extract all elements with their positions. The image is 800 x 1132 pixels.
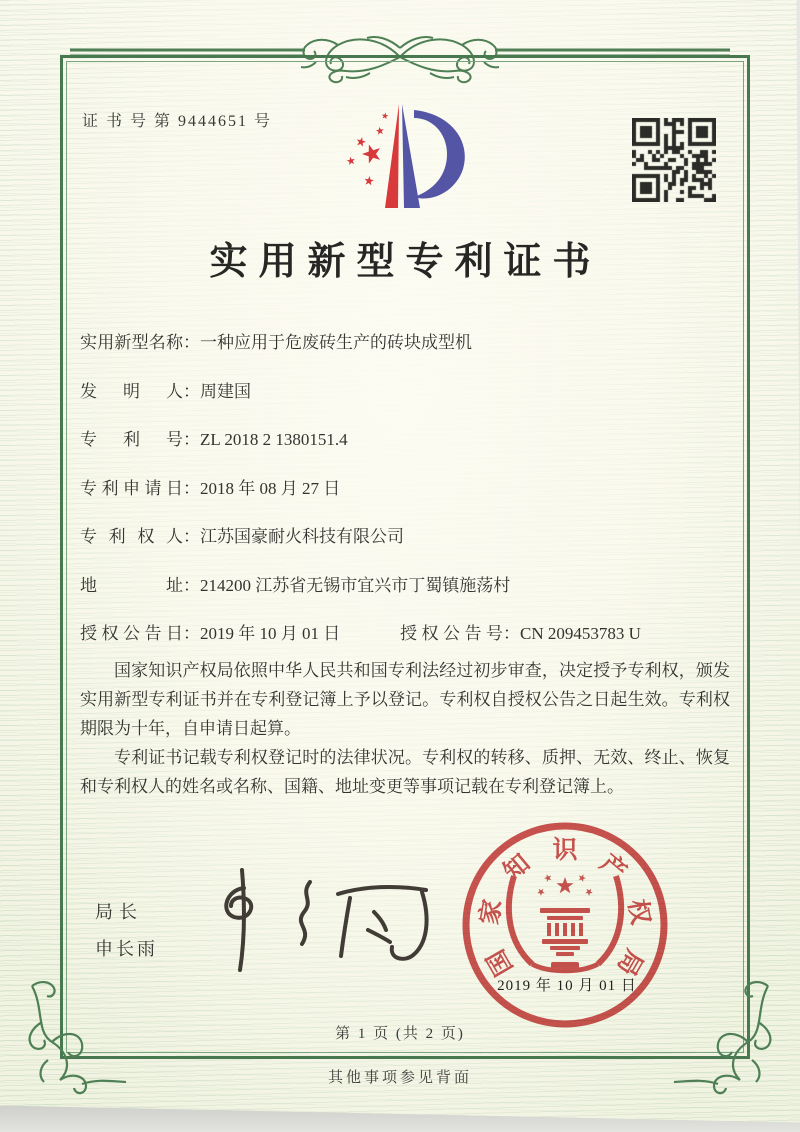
seal-char: 局 [611, 944, 648, 980]
field-inventor [80, 377, 732, 426]
page-number: 第 1 页 (共 2 页) [335, 1026, 465, 1042]
field-patentee [80, 522, 732, 571]
field-colon: ： [503, 624, 520, 643]
seal-date: 2019 年 10 月 01 日 [497, 978, 637, 994]
legal-text [80, 656, 730, 801]
field-label: 专利申请日 [80, 478, 183, 498]
cnipa-patent-logo-icon [328, 90, 478, 225]
legal-paragraph-1: 国家知识产权局依照中华人民共和国专利法经过初步审查，决定授予专利权，颁发实用新型专利证书并在专利登记簿上予以登记。专利权自授权公告之日起生效。专利权期限为十年，自申请日起算。 [80, 661, 730, 738]
field-colon: ： [183, 381, 200, 401]
field-label: 授权公告日 [80, 624, 183, 643]
seal-char: 权 [622, 897, 654, 927]
certificate-title: 实用新型专利证书 [209, 241, 602, 283]
field-label: 授权公告号 [400, 624, 503, 643]
national-emblem-icon [509, 873, 621, 971]
field-colon: ： [183, 430, 200, 449]
field-value: CN 209453783 U [520, 624, 641, 643]
field-colon: ： [183, 575, 200, 595]
field-label: 专利号 [80, 430, 183, 449]
field-colon: ： [183, 527, 200, 546]
field-address [80, 571, 732, 620]
field-value: 214200 江苏省无锡市宜兴市丁蜀镇施荡村 [200, 575, 511, 595]
field-patent-number [80, 425, 732, 474]
field-label: 实用新型名称 [80, 333, 183, 352]
field-label: 发明人 [80, 381, 183, 401]
seal-char: 知 [498, 849, 536, 887]
field-value: 周建国 [200, 381, 251, 401]
signer-name: 申长雨 [95, 939, 158, 959]
photo-background-edge-bottom [0, 1098, 800, 1132]
seal-char: 识 [552, 837, 578, 864]
signer-title: 局长 [95, 902, 143, 922]
certificate-number: 证 书 号 第 9444651 号 [82, 113, 273, 130]
qr-code [632, 118, 716, 202]
seal-char: 产 [594, 849, 632, 887]
field-colon: ： [183, 624, 200, 643]
field-value: 2018 年 08 月 27 日 [200, 478, 341, 498]
signature-script-icon [192, 860, 432, 975]
field-value: ZL 2018 2 1380151.4 [200, 430, 348, 449]
field-application-date [80, 474, 732, 523]
legal-paragraph-2: 专利证书记载专利权登记时的法律状况。专利权的转移、质押、无效、终止、恢复和专利权人的姓名或名称、国籍、地址变更等事项记载在专利登记簿上。 [80, 748, 730, 796]
field-label: 专利权人 [80, 527, 183, 546]
field-utility-model-name [80, 328, 732, 377]
field-value: 一种应用于危废砖生产的砖块成型机 [200, 333, 472, 352]
field-value: 江苏国豪耐火科技有限公司 [200, 527, 404, 546]
field-grant-date [80, 624, 340, 643]
field-grant-number [400, 619, 641, 644]
field-colon: ： [183, 478, 200, 498]
field-colon: ： [183, 333, 200, 352]
cnipa-round-seal-icon [452, 812, 678, 1038]
back-side-note: 其他事项参见背面 [327, 1070, 472, 1086]
field-label: 地址 [80, 575, 183, 595]
seal-char: 国 [482, 944, 519, 980]
field-value: 2019 年 10 月 01 日 [200, 624, 341, 643]
field-list [80, 328, 732, 668]
seal-char: 家 [476, 897, 508, 927]
